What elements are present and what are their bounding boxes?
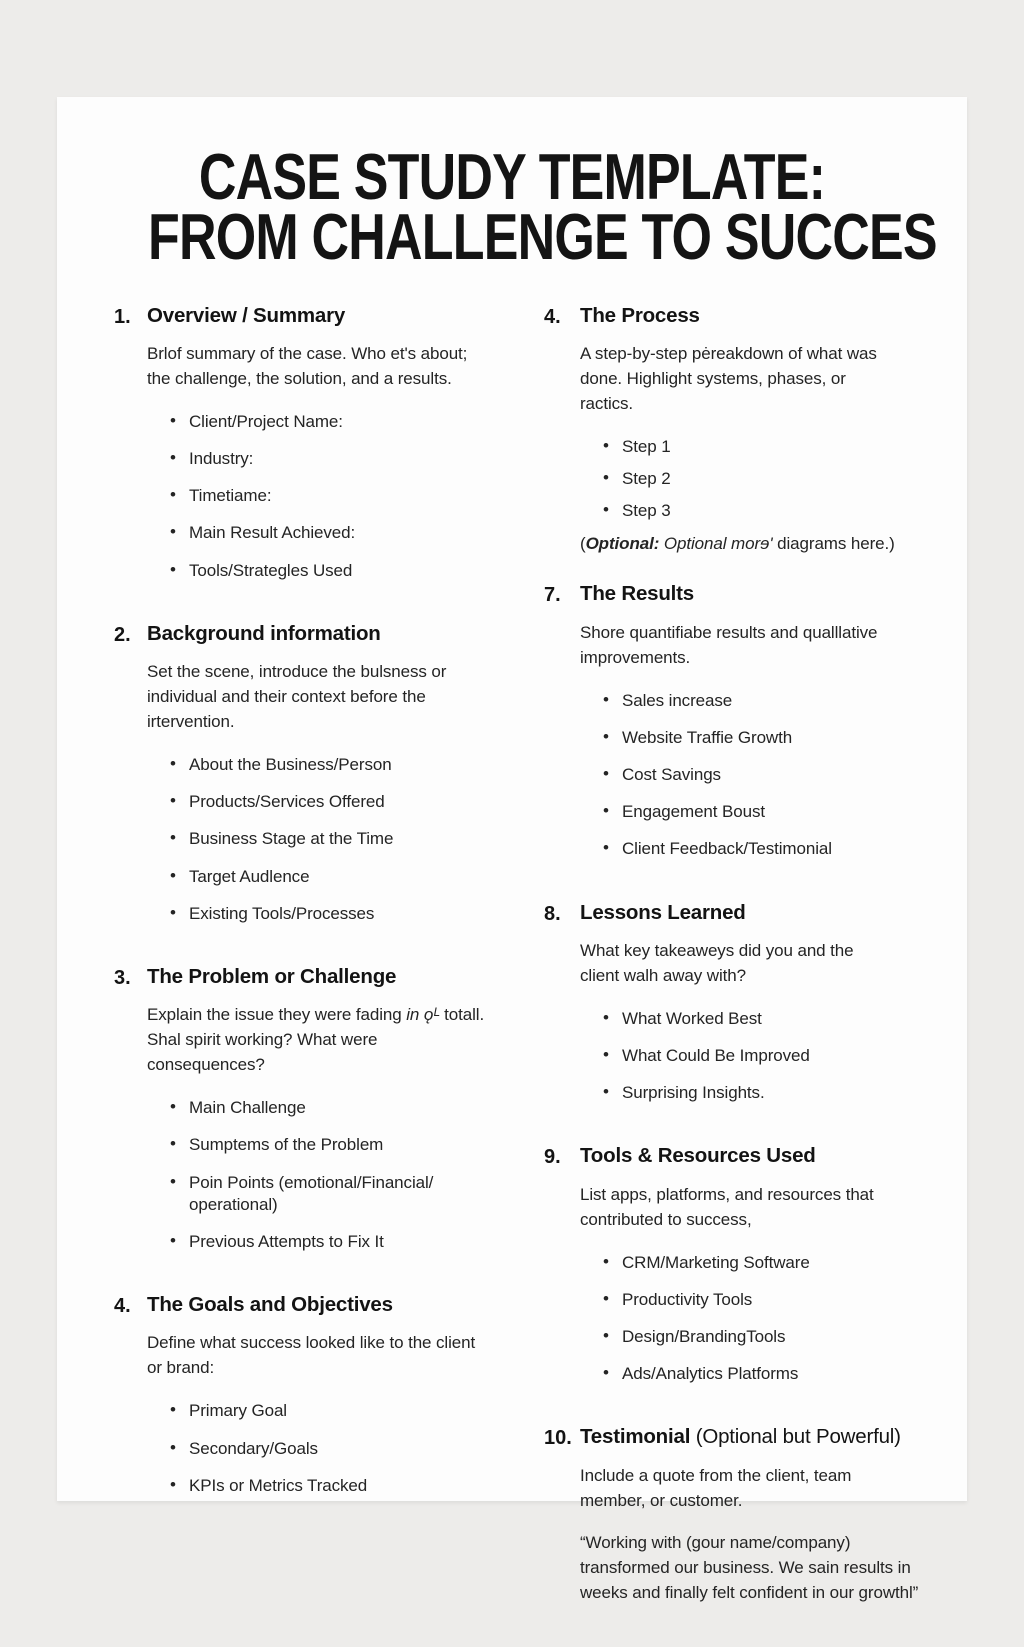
bullet-list	[147, 1097, 514, 1252]
section-body: Shore quantifiabe results and qualllative improvements.	[580, 623, 878, 668]
right-column	[544, 303, 927, 1647]
section-problem-or-challenge	[114, 964, 514, 1268]
section-background-information	[114, 621, 514, 940]
section-body: A step-by-step pėreakdown of what was done. Highlight systems, phases, or ractics.	[580, 344, 877, 414]
bullet-item: • Main Challenge	[147, 1097, 514, 1119]
page-title-line2: FROM CHALLENGE TO SUCCES	[148, 199, 937, 273]
section-number: 2.	[114, 623, 131, 646]
bullet-list	[147, 1400, 514, 1496]
bullet-item: • Poin Points (emotional/Financial/ operational)	[147, 1172, 514, 1216]
bullet-item: • Surprising Insights.	[580, 1082, 927, 1104]
bullet-item: • Products/Services Offered	[147, 791, 514, 813]
testimonial-quote: “Working with (gour name/company) transformed our business. We sain results in weeks and finally felt confident in our growthl”	[580, 1533, 919, 1602]
section-number: 1.	[114, 305, 131, 328]
section-heading: Background information	[147, 621, 381, 645]
left-column	[114, 303, 514, 1647]
bullet-item: • Productivity Tools	[580, 1289, 927, 1311]
bullet-list	[580, 1252, 927, 1385]
section-goals-and-objectives	[114, 1292, 514, 1512]
bullet-item: • Tools/Strategles Used	[147, 560, 514, 582]
page-title-line1: CASE STUDY TEMPLATE:	[198, 140, 826, 213]
section-number: 7.	[544, 584, 561, 607]
bullet-item: • What Could Be Improved	[580, 1045, 927, 1067]
note-bold-italic-text: Optional:	[585, 534, 660, 554]
body-text: Explain the issue they were fading	[147, 1005, 407, 1025]
note-italic-text: Optional morɘ'	[659, 534, 773, 554]
bullet-item: • Secondary/Goals	[147, 1438, 514, 1460]
page-title	[148, 140, 937, 273]
bullet-item: • What Worked Best	[580, 1008, 927, 1030]
bullet-item: • Sumptems of the Problem	[147, 1134, 514, 1156]
section-heading: Tools & Resources Used	[580, 1144, 816, 1168]
section-heading	[580, 1424, 927, 1451]
body-italic-text: in ǫᴸ	[406, 1005, 440, 1025]
optional-note	[580, 532, 927, 557]
bullet-item: • Primary Goal	[147, 1400, 514, 1422]
bullet-item: • Cost Savings	[580, 764, 927, 786]
bullet-item: • Business Stage at the Time	[147, 828, 514, 850]
bullet-item: • Step 3	[580, 500, 927, 522]
section-number: 9.	[544, 1146, 561, 1169]
bullet-item: • Client/Project Name:	[147, 411, 514, 433]
bullet-list	[580, 690, 927, 860]
section-heading: The Goals and Objectives	[147, 1292, 393, 1316]
note-text: diagrams here.)	[772, 534, 895, 554]
section-number: 8.	[544, 902, 561, 925]
section-body: List apps, platforms, and resources that contributed to success,	[580, 1185, 874, 1230]
bullet-item: • Client Feedback/Testimonial	[580, 838, 927, 860]
bullet-item: • Design/BrandingTools	[580, 1326, 927, 1348]
bullet-item: • Previous Attempts to Fix It	[147, 1231, 514, 1253]
section-body: Include a quote from the client, team member, or customer.	[580, 1466, 852, 1511]
bullet-item: • Step 1	[580, 436, 927, 458]
section-body	[147, 1003, 487, 1078]
section-number: 4.	[114, 1294, 131, 1317]
section-heading: Overview / Summary	[147, 303, 346, 327]
section-number: 4.	[544, 305, 561, 328]
bullet-item: • Timetiame:	[147, 485, 514, 507]
section-the-process	[544, 303, 927, 558]
section-heading: The Process	[580, 303, 700, 327]
section-number: 10.	[544, 1427, 572, 1450]
bullet-list	[580, 1008, 927, 1104]
bullet-item: • Website Traffie Growth	[580, 727, 927, 749]
note-text: (	[580, 534, 586, 554]
bullet-item: • Target Audlence	[147, 866, 514, 888]
bullet-item: • Main Result Achieved:	[147, 522, 514, 544]
body-text: totall. Shal spirit working? What were consequences?	[147, 1005, 485, 1075]
section-heading: The Results	[580, 582, 694, 606]
section-number: 3.	[114, 966, 131, 989]
section-body: What key takeaweys did you and the client walh away with?	[580, 941, 854, 986]
heading-bold-text: Testimonial	[580, 1425, 691, 1449]
section-tools-resources-used	[544, 1143, 927, 1400]
section-testimonial	[544, 1424, 927, 1623]
section-body: Define what success looked like to the client or brand:	[147, 1333, 476, 1378]
two-column-layout	[57, 303, 967, 1647]
section-heading: The Problem or Challenge	[147, 964, 397, 988]
column-gap	[514, 303, 544, 1647]
bullet-list	[147, 754, 514, 924]
bullet-item: • Engagement Boust	[580, 801, 927, 823]
section-the-results	[544, 581, 927, 875]
section-overview-summary	[114, 303, 514, 597]
bullet-item: • Step 2	[580, 468, 927, 490]
bullet-item: • Industry:	[147, 448, 514, 470]
heading-normal-text: (Optional but Powerful)	[690, 1425, 901, 1449]
bullet-item: • Existing Tools/Processes	[147, 903, 514, 925]
bullet-item: • KPIs or Metrics Tracked	[147, 1475, 514, 1497]
bullet-list	[147, 411, 514, 581]
section-heading: Lessons Learned	[580, 900, 746, 924]
bullet-item: • About the Business/Person	[147, 754, 514, 776]
bullet-item: • Ads/Analytics Platforms	[580, 1363, 927, 1385]
document-page	[57, 97, 967, 1602]
bullet-item: • Sales increase	[580, 690, 927, 712]
section-body: Set the scene, introduce the bulsness or individual and their context before the irtervention.	[147, 662, 447, 732]
section-body: Brlof summary of the case. Who et's about; the challenge, the solution, and a results.	[147, 344, 468, 389]
section-lessons-learned	[544, 900, 927, 1120]
bullet-item: • CRM/Marketing Software	[580, 1252, 927, 1274]
bullet-list	[580, 436, 927, 522]
